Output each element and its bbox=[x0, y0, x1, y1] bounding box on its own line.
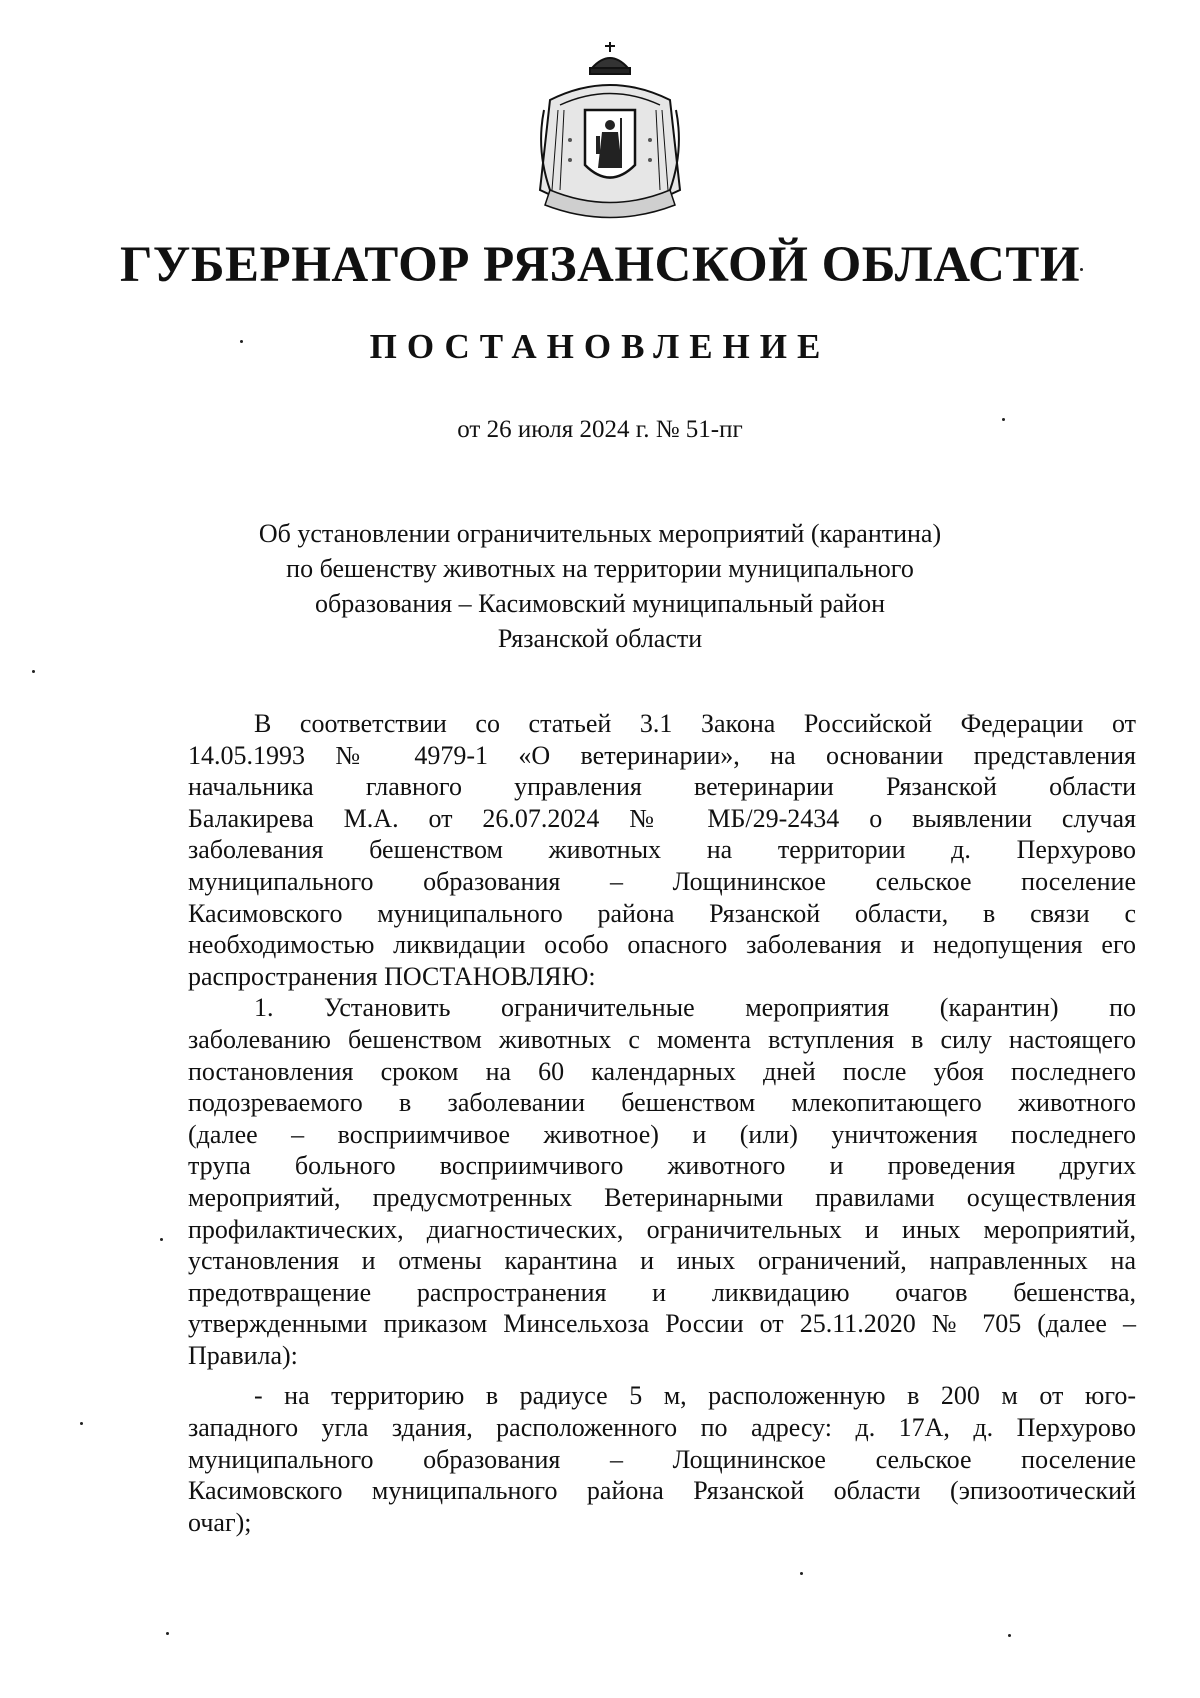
body-line: - на территорию в радиусе 5 м, расположенную в 200 м от юго- bbox=[254, 1381, 1136, 1411]
scan-speck bbox=[800, 1572, 803, 1575]
item-1-paragraph bbox=[188, 992, 1136, 1371]
body-line: необходимостью ликвидации особо опасного заболевания и недопущения его bbox=[188, 930, 1136, 960]
scan-speck bbox=[32, 670, 35, 673]
body-line: предотвращение распространения и ликвидацию очагов бешенства, bbox=[188, 1277, 1136, 1307]
body-line: (далее – восприимчивое животное) и (или) уничтожения последнего bbox=[188, 1119, 1136, 1149]
body-line: утвержденными приказом Минсельхоза России от 25.11.2020 № 705 (далее – bbox=[188, 1309, 1136, 1339]
body-line: распространения ПОСТАНОВЛЯЮ: bbox=[188, 961, 596, 991]
document-date-number: от 26 июля 2024 г. № 51-пг bbox=[457, 416, 743, 443]
document-subject bbox=[240, 516, 960, 656]
preamble-paragraph bbox=[188, 708, 1136, 992]
scan-speck bbox=[1008, 1634, 1011, 1637]
subject-line: Об установлении ограничительных мероприятий (карантина) bbox=[258, 519, 942, 548]
body-line: муниципального образования – Лощининское сельское поселение bbox=[188, 866, 1136, 896]
body-line: постановления сроком на 60 календарных дней после убоя последнего bbox=[188, 1056, 1136, 1086]
subject-line: Рязанской области bbox=[497, 624, 703, 653]
body-line: Правила): bbox=[188, 1340, 298, 1370]
body-line: мероприятий, предусмотренных Ветеринарными правилами осуществления bbox=[188, 1182, 1136, 1212]
body-line: трупа больного восприимчивого животного и проведения других bbox=[188, 1151, 1136, 1181]
scan-speck bbox=[166, 1632, 169, 1635]
scan-speck bbox=[240, 340, 243, 343]
subject-line: образования – Касимовский муниципальный район bbox=[314, 589, 885, 618]
coat-of-arms-icon bbox=[530, 40, 690, 230]
body-line: заболеванию бешенством животных с момента вступления в силу настоящего bbox=[188, 1024, 1136, 1054]
body-line: муниципального образования – Лощининское сельское поселение bbox=[188, 1444, 1136, 1474]
body-line: 1. Установить ограничительные мероприятия (карантин) по bbox=[254, 993, 1136, 1023]
body-line: Касимовского муниципального района Рязанской области, в связи с bbox=[188, 898, 1136, 928]
document-type-title: ПОСТАНОВЛЕНИЕ bbox=[369, 327, 831, 366]
scan-speck bbox=[1002, 418, 1005, 421]
document-body bbox=[188, 708, 1136, 1538]
subject-line: по бешенству животных на территории муниципального bbox=[286, 554, 914, 583]
organization-title: ГУБЕРНАТОР РЯЗАНСКОЙ ОБЛАСТИ bbox=[119, 237, 1081, 293]
body-line: очаг); bbox=[188, 1507, 252, 1537]
body-line: профилактических, диагностических, ограничительных и иных мероприятий, bbox=[188, 1214, 1136, 1244]
body-line: 14.05.1993 № 4979-1 «О ветеринарии», на основании представления bbox=[188, 740, 1136, 770]
item-1-subitem-paragraph bbox=[188, 1380, 1136, 1538]
scan-speck bbox=[80, 1422, 83, 1425]
body-line: установления и отмены карантина и иных ограничений, направленных на bbox=[188, 1246, 1136, 1276]
scan-speck bbox=[1080, 268, 1083, 271]
body-line: начальника главного управления ветеринарии Рязанской области bbox=[188, 772, 1136, 802]
scan-speck bbox=[160, 1238, 163, 1241]
body-line: заболевания бешенством животных на территории д. Перхурово bbox=[188, 835, 1136, 865]
body-line: подозреваемого в заболевании бешенством млекопитающего животного bbox=[188, 1088, 1136, 1118]
body-line: Касимовского муниципального района Рязанской области (эпизоотический bbox=[188, 1476, 1136, 1506]
body-line: В соответствии со статьей 3.1 Закона Российской Федерации от bbox=[254, 709, 1136, 738]
body-line: западного угла здания, расположенного по адресу: д. 17А, д. Перхурово bbox=[188, 1413, 1136, 1443]
body-line: Балакирева М.А. от 26.07.2024 № МБ/29-2434 о выявлении случая bbox=[188, 803, 1136, 833]
